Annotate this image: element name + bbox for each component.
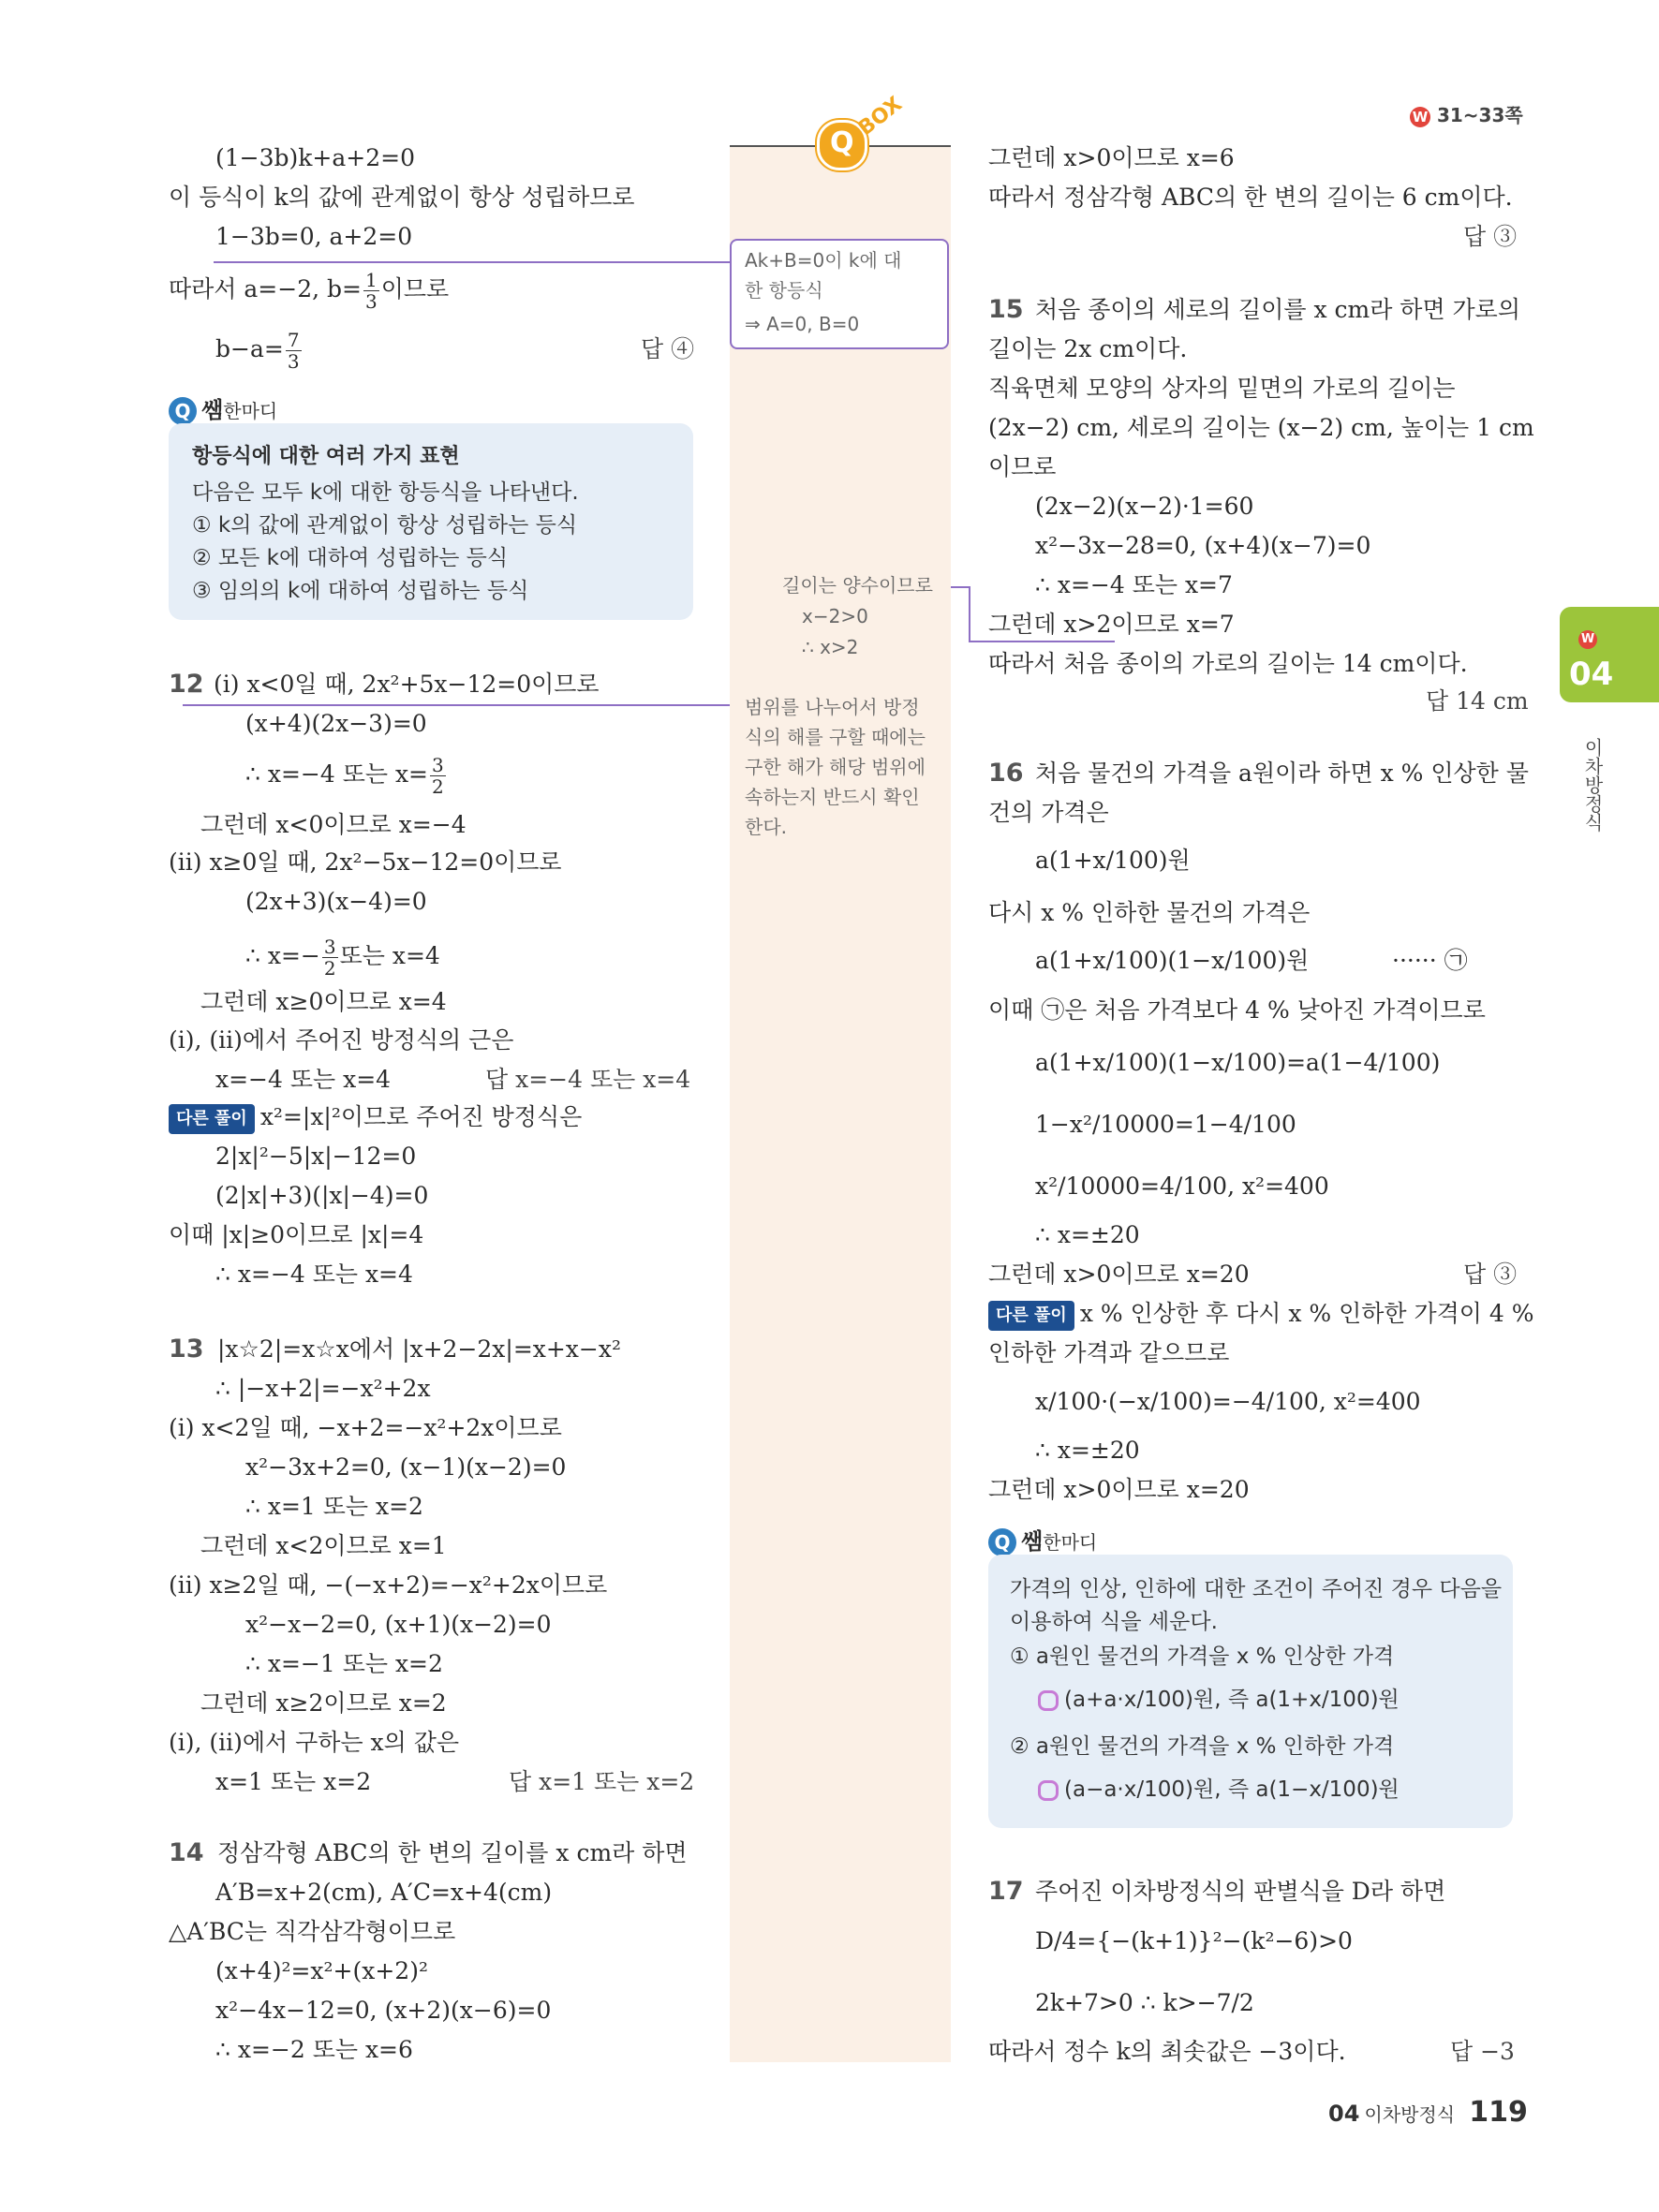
tip2-line5: ② a원인 물건의 가격을 x % 인하한 가격	[1010, 1734, 1395, 1759]
p16-alt-line2: 인하한 가격과 같으므로	[988, 1339, 1230, 1366]
p16-alt-line1: 다른 풀이 x % 인상한 후 다시 x % 인하한 가격이 4 %	[988, 1300, 1533, 1331]
p13-line8: x²−x−2=0, (x+1)(x−2)=0	[245, 1611, 552, 1638]
p15-line8: ∴ x=−4 또는 x=7	[1035, 571, 1233, 598]
side-tab-title: 이차방정식	[1581, 738, 1604, 832]
alt-solution-badge-12: 다른 풀이	[169, 1104, 255, 1134]
p16-line3: 다시 x % 인하한 물건의 가격은	[988, 899, 1311, 926]
tip2-line3: ① a원인 물건의 가격을 x % 인상한 가격	[1010, 1644, 1395, 1669]
tip2-label: 한마디	[1043, 1531, 1098, 1554]
p12-line8: 그런데 x≥0이므로 x=4	[200, 988, 447, 1015]
note3-line3: 구한 해가 해당 범위에	[745, 756, 926, 778]
side-tab-number: 04	[1569, 656, 1614, 693]
answer-16: 답 ③	[1463, 1261, 1518, 1288]
p15-line9: 그런데 x>2이므로 x=7	[988, 611, 1235, 638]
p16-eq5: x²/10000=4/100, x²=400	[1035, 1172, 1329, 1200]
p13-line2: ∴ |−x+2|=−x²+2x	[215, 1375, 431, 1402]
p12-alt-line3: (2|x|+3)(|x|−4)=0	[215, 1182, 429, 1209]
box-label: BOX	[853, 92, 907, 141]
p15-line10: 따라서 처음 종이의 가로의 길이는 14 cm이다.	[988, 650, 1468, 677]
note3-line5: 한다.	[745, 816, 787, 838]
p15-line2: 길이는 2x cm이다.	[988, 335, 1188, 362]
footer-chapter-num: 04	[1328, 2101, 1360, 2127]
answer-12: 답 x=−4 또는 x=4	[485, 1066, 691, 1093]
tip1-q-icon: Q	[169, 397, 197, 425]
p16-marker: ······ ㉠	[1392, 947, 1468, 974]
tip1-line2: ① k의 값에 관계없이 항상 성립하는 등식	[192, 513, 578, 538]
fraction-seven-thirds: $\frac{7}{3}$	[287, 329, 300, 373]
problem-16-number: 16	[988, 759, 1024, 788]
p13-line1: |x☆2|=x☆x에서 |x+2−2x|=x+x−x²	[217, 1335, 621, 1363]
p12-line4: 그런데 x<0이므로 x=−4	[200, 811, 467, 838]
note3-connector	[183, 704, 730, 706]
p12-alt-line1: 다른 풀이 x²=|x|²이므로 주어진 방정식은	[169, 1103, 582, 1134]
problem-12-number: 12	[169, 670, 204, 699]
p17-line4: 따라서 정수 k의 최솟값은 −3이다.	[988, 2038, 1346, 2065]
p16-line1: 처음 물건의 가격을 a원이라 하면 x % 인상한 물	[1035, 759, 1529, 787]
reference-pages: 31~33쪽	[1436, 104, 1523, 126]
p15-line1: 처음 종이의 세로의 길이를 x cm라 하면 가로의	[1035, 296, 1520, 323]
tip1-label: 한마디	[223, 400, 278, 422]
problem-14-number: 14	[169, 1838, 204, 1867]
p16-alt-line4: ∴ x=±20	[1035, 1437, 1140, 1464]
answer-14: 답 ③	[1463, 223, 1518, 250]
p13-line10: 그런데 x≥2이므로 x=2	[200, 1689, 447, 1717]
l5-text: b−a=	[215, 335, 284, 362]
l1: (1−3b)k+a+2=0	[215, 144, 415, 171]
p12-alt-line2: 2|x|²−5|x|−12=0	[215, 1143, 417, 1170]
note3-line1: 범위를 나누어서 방정	[745, 696, 920, 718]
page-reference	[1410, 100, 1523, 127]
note2-line1: 길이는 양수이므로	[782, 574, 933, 597]
note2-connector-h2	[969, 641, 1115, 642]
tip2-line4: (a+a·x/100)원, 즉 a(1+x/100)원	[1038, 1682, 1400, 1713]
p14-line3: △A′BC는 직각삼각형이므로	[169, 1918, 456, 1945]
tip1-title: 항등식에 대한 여러 가지 표현	[192, 445, 460, 468]
problem-17-number: 17	[988, 1877, 1024, 1906]
l4	[169, 270, 449, 312]
p15-line6: (2x−2)(x−2)·1=60	[1035, 493, 1254, 520]
p13-line7: (ii) x≥2일 때, −(−x+2)=−x²+2x이므로	[169, 1571, 608, 1599]
p17-line1: 주어진 이차방정식의 판별식을 D라 하면	[1035, 1878, 1446, 1905]
answer-13: 답 x=1 또는 x=2	[509, 1768, 695, 1795]
answer-17: 답 −3	[1450, 2038, 1515, 2065]
p16-eq1: a(1+x/100)원	[1035, 847, 1191, 874]
fraction-one-third: $\frac{1}{3}$	[364, 269, 378, 313]
p16-eq2: a(1+x/100)(1−x/100)원	[1035, 947, 1310, 974]
p14-line6: ∴ x=−2 또는 x=6	[215, 2036, 413, 2063]
p12-line3: ∴ x=−4 또는 x= $\frac{3}{2}$	[245, 754, 444, 798]
q-box-sidebar	[730, 147, 951, 2062]
note1-line1: Ak+B=0이 k에 대	[745, 249, 902, 272]
fraction-three-halves-2: $\frac{3}{2}$	[323, 936, 336, 980]
p12-alt-line4: 이때 |x|≥0이므로 |x|=4	[169, 1221, 424, 1248]
p14-line4: (x+4)²=x²+(x+2)²	[215, 1957, 428, 1984]
note1-connector	[214, 261, 730, 263]
tip1-line3: ② 모든 k에 대하여 성립하는 등식	[192, 546, 509, 570]
tip2-line6: (a−a·x/100)원, 즉 a(1−x/100)원	[1038, 1772, 1400, 1803]
p16-line4: 이때 ㉠은 처음 가격보다 4 % 낮아진 가격이므로	[988, 996, 1486, 1024]
tip2-line2: 이용하여 식을 세운다.	[1010, 1610, 1218, 1634]
p13-line5: ∴ x=1 또는 x=2	[245, 1493, 423, 1520]
q-icon: Q	[830, 126, 854, 159]
side-tab-badge: W	[1578, 630, 1597, 649]
p12-line9: (i), (ii)에서 주어진 방정식의 근은	[169, 1026, 514, 1054]
p12-alt-line5: ∴ x=−4 또는 x=4	[215, 1261, 413, 1288]
p17-line2: D/4={−(k+1)}²−(k²−6)>0	[1035, 1927, 1353, 1954]
p16-eq3: a(1+x/100)(1−x/100)=a(1−4/100)	[1035, 1049, 1441, 1076]
tip1-line1: 다음은 모두 k에 대한 항등식을 나타낸다.	[192, 480, 579, 505]
p16-line2: 건의 가격은	[988, 799, 1109, 826]
arrow-circle-icon	[1038, 1690, 1059, 1711]
p12-line1: (i) x<0일 때, 2x²+5x−12=0이므로	[214, 671, 600, 698]
p16-alt-line5: 그런데 x>0이므로 x=20	[988, 1476, 1250, 1503]
l4-suffix: 이므로	[380, 275, 450, 302]
p16-line6: 그런데 x>0이므로 x=20	[988, 1261, 1250, 1288]
r-top-line1: 그런데 x>0이므로 x=6	[988, 144, 1235, 171]
p12-line10: x=−4 또는 x=4	[215, 1066, 392, 1093]
note2-line3: ∴ x>2	[802, 636, 859, 658]
note2-connector-h	[951, 586, 970, 588]
p12-line6: (2x+3)(x−4)=0	[245, 888, 427, 915]
p13-line12: x=1 또는 x=2	[215, 1768, 372, 1795]
p15-line7: x²−3x−28=0, (x+4)(x−7)=0	[1035, 532, 1371, 559]
problem-13-number: 13	[169, 1335, 204, 1364]
p15-line3: 직육면체 모양의 상자의 밑면의 가로의 길이는	[988, 375, 1456, 402]
p15-line4: (2x−2) cm, 세로의 길이는 (x−2) cm, 높이는 1 cm	[988, 414, 1534, 441]
p14-line5: x²−4x−12=0, (x+2)(x−6)=0	[215, 1997, 552, 2024]
p14-line1: 정삼각형 ABC의 한 변의 길이를 x cm라 하면	[217, 1839, 688, 1866]
answer-15: 답 14 cm	[1426, 687, 1529, 715]
footer-chapter-title: 이차방정식	[1364, 2103, 1456, 2126]
page-footer	[1328, 2096, 1528, 2129]
page-number: 119	[1469, 2096, 1528, 2129]
p15-line5: 이므로	[988, 453, 1057, 480]
p12-line2: (x+4)(2x−3)=0	[245, 710, 427, 737]
l5	[215, 330, 304, 372]
tip1-brand: 쌤	[201, 397, 224, 423]
tip1-line4: ③ 임의의 k에 대하여 성립하는 등식	[192, 579, 529, 603]
p17-line3: 2k+7>0 ∴ k>−7/2	[1035, 1989, 1254, 2016]
l3: 1−3b=0, a+2=0	[215, 223, 413, 250]
answer-11: 답 ④	[641, 335, 695, 362]
p13-line9: ∴ x=−1 또는 x=2	[245, 1650, 443, 1677]
note1-line3: ⇒ A=0, B=0	[745, 313, 860, 335]
p13-line6: 그런데 x<2이므로 x=1	[200, 1532, 447, 1559]
fraction-three-halves: $\frac{3}{2}$	[432, 754, 444, 798]
l4-text: 따라서 a=−2, b=	[169, 275, 362, 302]
p12-line5: (ii) x≥0일 때, 2x²−5x−12=0이므로	[169, 848, 562, 876]
note2-connector-v	[969, 586, 970, 642]
note3-line4: 속하는지 반드시 확인	[745, 786, 920, 808]
p13-line3: (i) x<2일 때, −x+2=−x²+2x이므로	[169, 1414, 562, 1441]
l2: 이 등식이 k의 값에 관계없이 항상 성립하므로	[169, 184, 635, 211]
tip2-header	[988, 1523, 1097, 1556]
p16-alt-line3: x/100·(−x/100)=−4/100, x²=400	[1035, 1388, 1421, 1415]
tip2-q-icon: Q	[988, 1528, 1016, 1556]
tip2-brand: 쌤	[1021, 1528, 1044, 1555]
r-top-line2: 따라서 정삼각형 ABC의 한 변의 길이는 6 cm이다.	[988, 184, 1513, 211]
note1-line2: 한 항등식	[745, 279, 823, 302]
note2-line2: x−2>0	[802, 605, 868, 627]
p16-eq4: 1−x²/10000=1−4/100	[1035, 1111, 1296, 1138]
tip2-line1: 가격의 인상, 인하에 대한 조건이 주어진 경우 다음을	[1010, 1577, 1503, 1601]
tip1-header	[169, 391, 277, 425]
arrow-circle-icon-2	[1038, 1780, 1059, 1801]
p13-line11: (i), (ii)에서 구하는 x의 값은	[169, 1729, 460, 1756]
reference-badge: W	[1410, 107, 1430, 127]
alt-solution-badge-16: 다른 풀이	[988, 1301, 1074, 1331]
p14-line2: A′B=x+2(cm), A′C=x+4(cm)	[215, 1879, 553, 1906]
note3-line2: 식의 해를 구할 때에는	[745, 726, 926, 748]
p12-line7: ∴ x=− $\frac{3}{2}$ 또는 x=4	[245, 936, 440, 980]
problem-15-number: 15	[988, 295, 1024, 324]
p16-line5: ∴ x=±20	[1035, 1221, 1140, 1248]
p13-line4: x²−3x+2=0, (x−1)(x−2)=0	[245, 1453, 567, 1481]
